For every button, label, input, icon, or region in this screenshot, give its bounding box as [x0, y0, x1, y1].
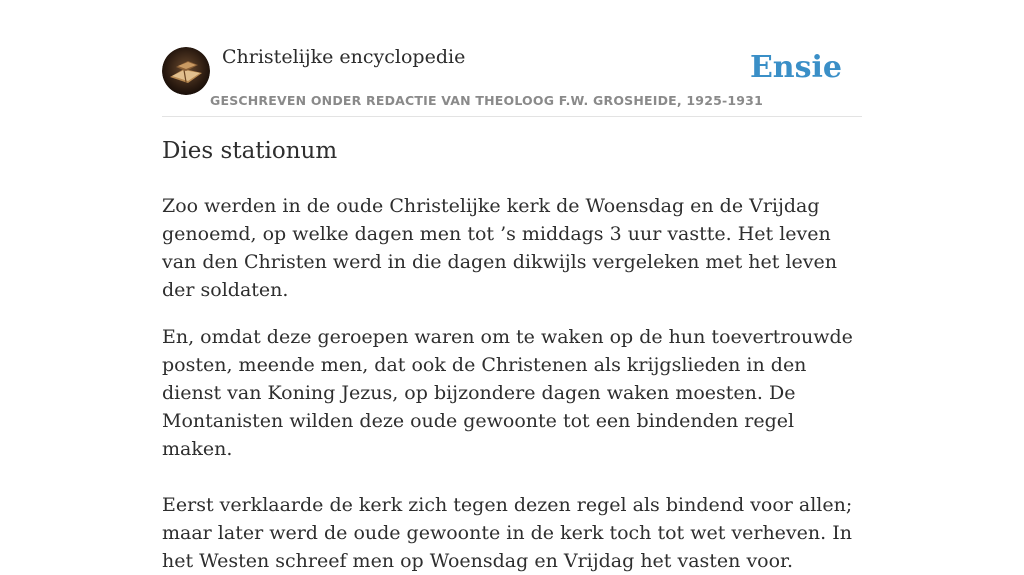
paragraph: En, omdat deze geroepen waren om te waken op de hun toevertrouwde posten, meende men, dat ook de Christenen als krijgslieden in den dienst van Koning Jezus, op bijzondere dagen waken moesten. De Montanisten wilden deze oude gewoonte tot een bindenden regel maken. — [162, 326, 853, 460]
site-subtitle: GESCHREVEN ONDER REDACTIE VAN THEOLOOG F.W. GROSHEIDE, 1925-1931 — [210, 93, 763, 108]
article-body — [162, 192, 864, 575]
site-title[interactable]: Christelijke encyclopedie — [222, 46, 466, 68]
paragraph: Eerst verklaarde de kerk zich tegen dezen regel als bindend voor allen; maar later werd de oude gewoonte in de kerk toch tot wet verheven. In het Westen schreef men op Woensdag en Vrijdag het vasten voor. — [162, 494, 853, 572]
brand-logo-text[interactable]: Ensie — [749, 50, 842, 85]
article-title: Dies stationum — [162, 138, 338, 164]
paragraph: Zoo werden in de oude Christelijke kerk de Woensdag en de Vrijdag genoemd, op welke dagen men tot ’s middags 3 uur vastte. Het leven van den Christen werd in die dagen dikwijls vergeleken met het leven der soldaten. — [162, 195, 838, 301]
encyclopedia-logo[interactable] — [162, 47, 210, 95]
site-header — [162, 44, 862, 117]
